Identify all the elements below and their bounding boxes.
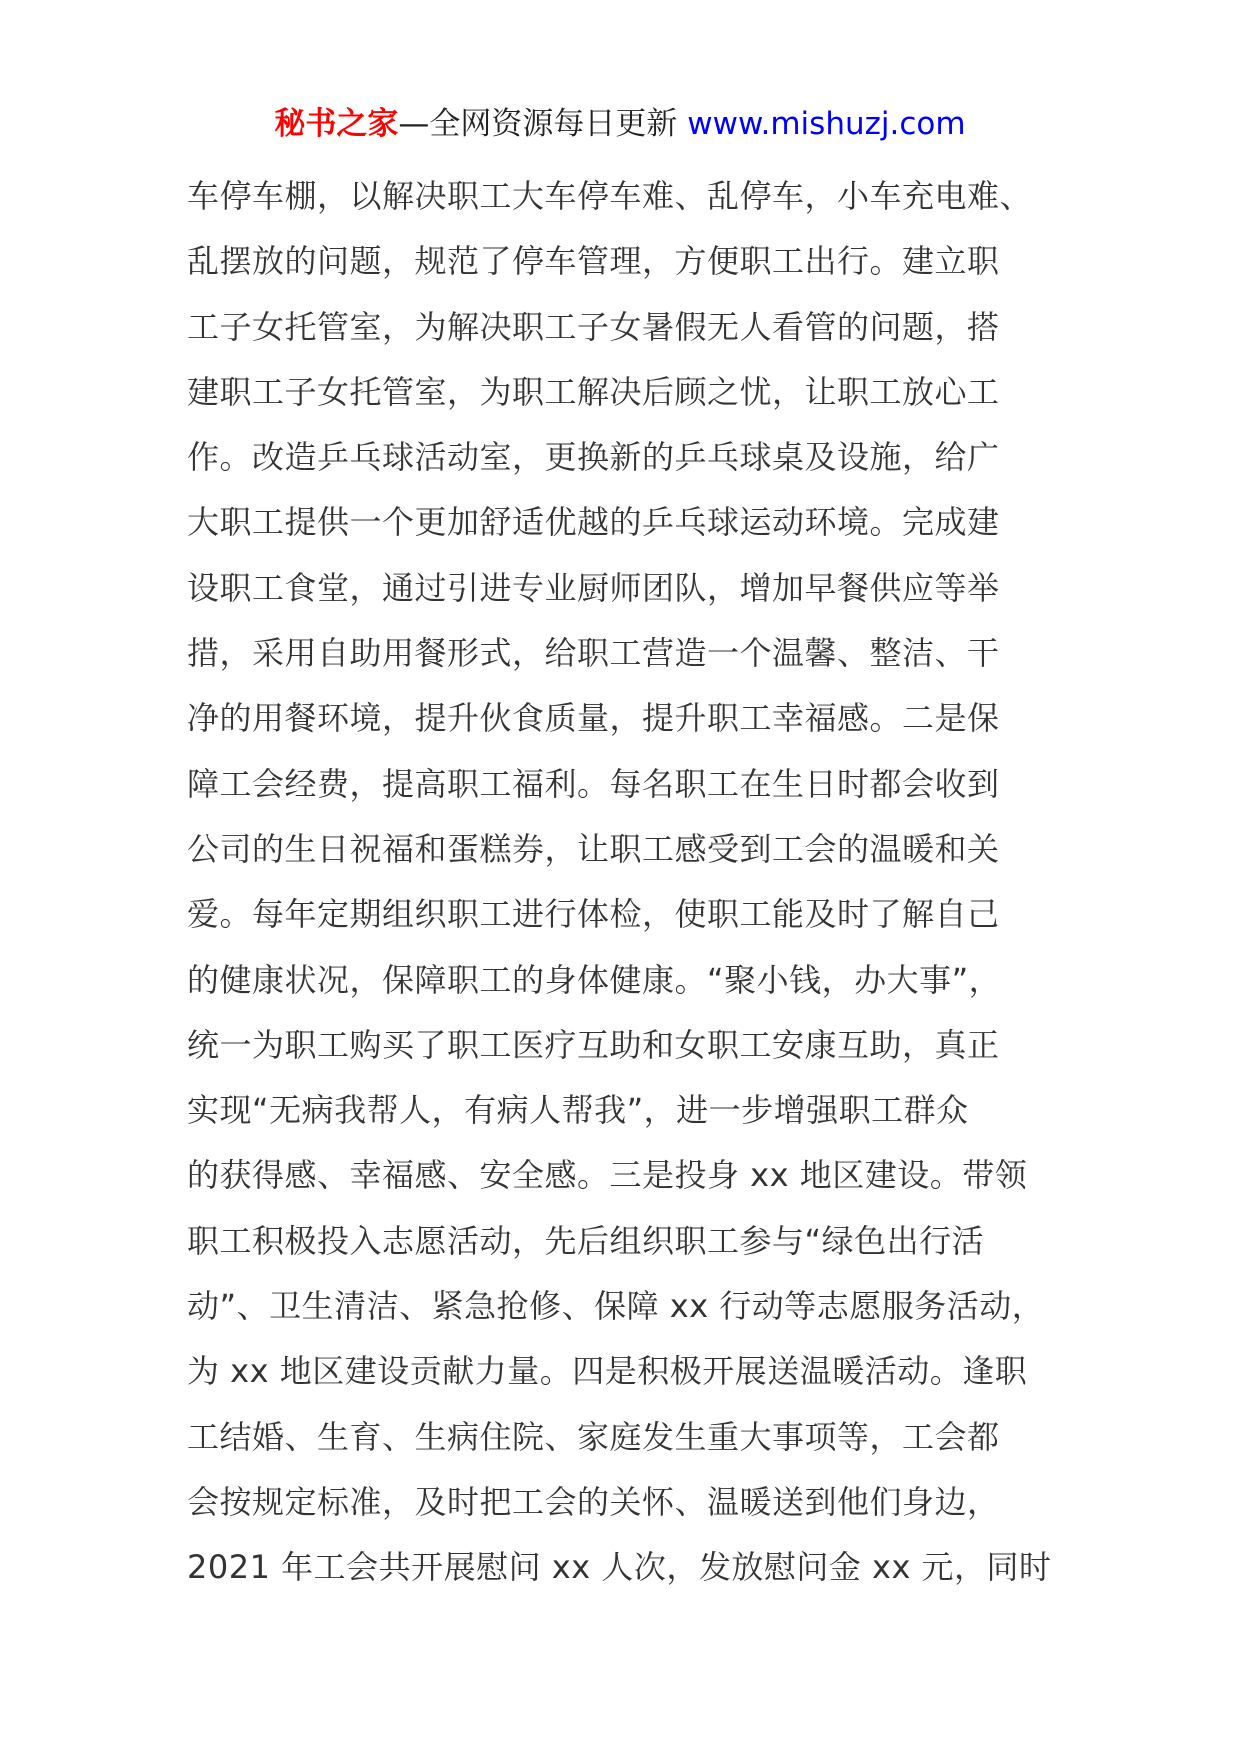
text-line: 措，采用自助用餐形式，给职工营造一个温馨、整洁、干	[187, 634, 1000, 673]
text-line: 建职工子女托管室，为职工解决后顾之忧，让职工放心工	[187, 372, 1000, 411]
brand-name: 秘书之家	[274, 106, 399, 142]
text-line: 会按规定标准，及时把工会的关怀、温暖送到他们身边，	[187, 1482, 1000, 1521]
text-line: 净的用餐环境，提升伙食质量，提升职工幸福感。二是保	[187, 699, 1000, 738]
text-line: 统一为职工购买了职工医疗互助和女职工安康互助，真正	[187, 1025, 1000, 1064]
text-line: 作。改造乒乓球活动室，更换新的乒乓球桌及设施，给广	[187, 438, 1000, 477]
text-line: 实现“无病我帮人，有病人帮我”，进一步增强职工群众	[187, 1091, 969, 1130]
text-line: 的健康状况，保障职工的身体健康。“聚小钱，办大事”，	[187, 960, 1002, 999]
text-line: 障工会经费，提高职工福利。每名职工在生日时都会收到	[187, 764, 1000, 803]
text-line: 2021 年工会共开展慰问 xx 人次，发放慰问金 xx 元，同时	[187, 1548, 1052, 1587]
text-line: 动”、卫生清洁、紧急抢修、保障 xx 行动等志愿服务活动，	[187, 1287, 1045, 1326]
text-line: 工结婚、生育、生病住院、家庭发生重大事项等，工会都	[187, 1417, 1000, 1456]
text-line: 工子女托管室，为解决职工子女暑假无人看管的问题，搭	[187, 307, 1000, 346]
site-url-link[interactable]: www.mishuzj.com	[687, 106, 966, 142]
text-line: 车停车棚，以解决职工大车停车难、乱停车，小车充电难、	[187, 177, 1033, 215]
text-line: 设职工食堂，通过引进专业厨师团队，增加早餐供应等举	[187, 568, 1000, 607]
page-header	[0, 102, 1240, 146]
header-tagline: —全网资源每日更新	[398, 106, 678, 142]
text-line: 为 xx 地区建设贡献力量。四是积极开展送温暖活动。逢职	[187, 1352, 1028, 1391]
text-line: 公司的生日祝福和蛋糕券，让职工感受到工会的温暖和关	[187, 829, 1000, 868]
text-line: 乱摆放的问题，规范了停车管理，方便职工出行。建立职	[187, 242, 1000, 281]
text-line: 大职工提供一个更加舒适优越的乒乓球运动环境。完成建	[187, 503, 1000, 542]
text-line: 爱。每年定期组织职工进行体检，使职工能及时了解自己	[187, 895, 1000, 934]
text-line: 职工积极投入志愿活动，先后组织职工参与“绿色出行活	[187, 1221, 985, 1260]
body-text	[187, 164, 1067, 1601]
text-line: 的获得感、幸福感、安全感。三是投身 xx 地区建设。带领	[187, 1156, 1028, 1195]
